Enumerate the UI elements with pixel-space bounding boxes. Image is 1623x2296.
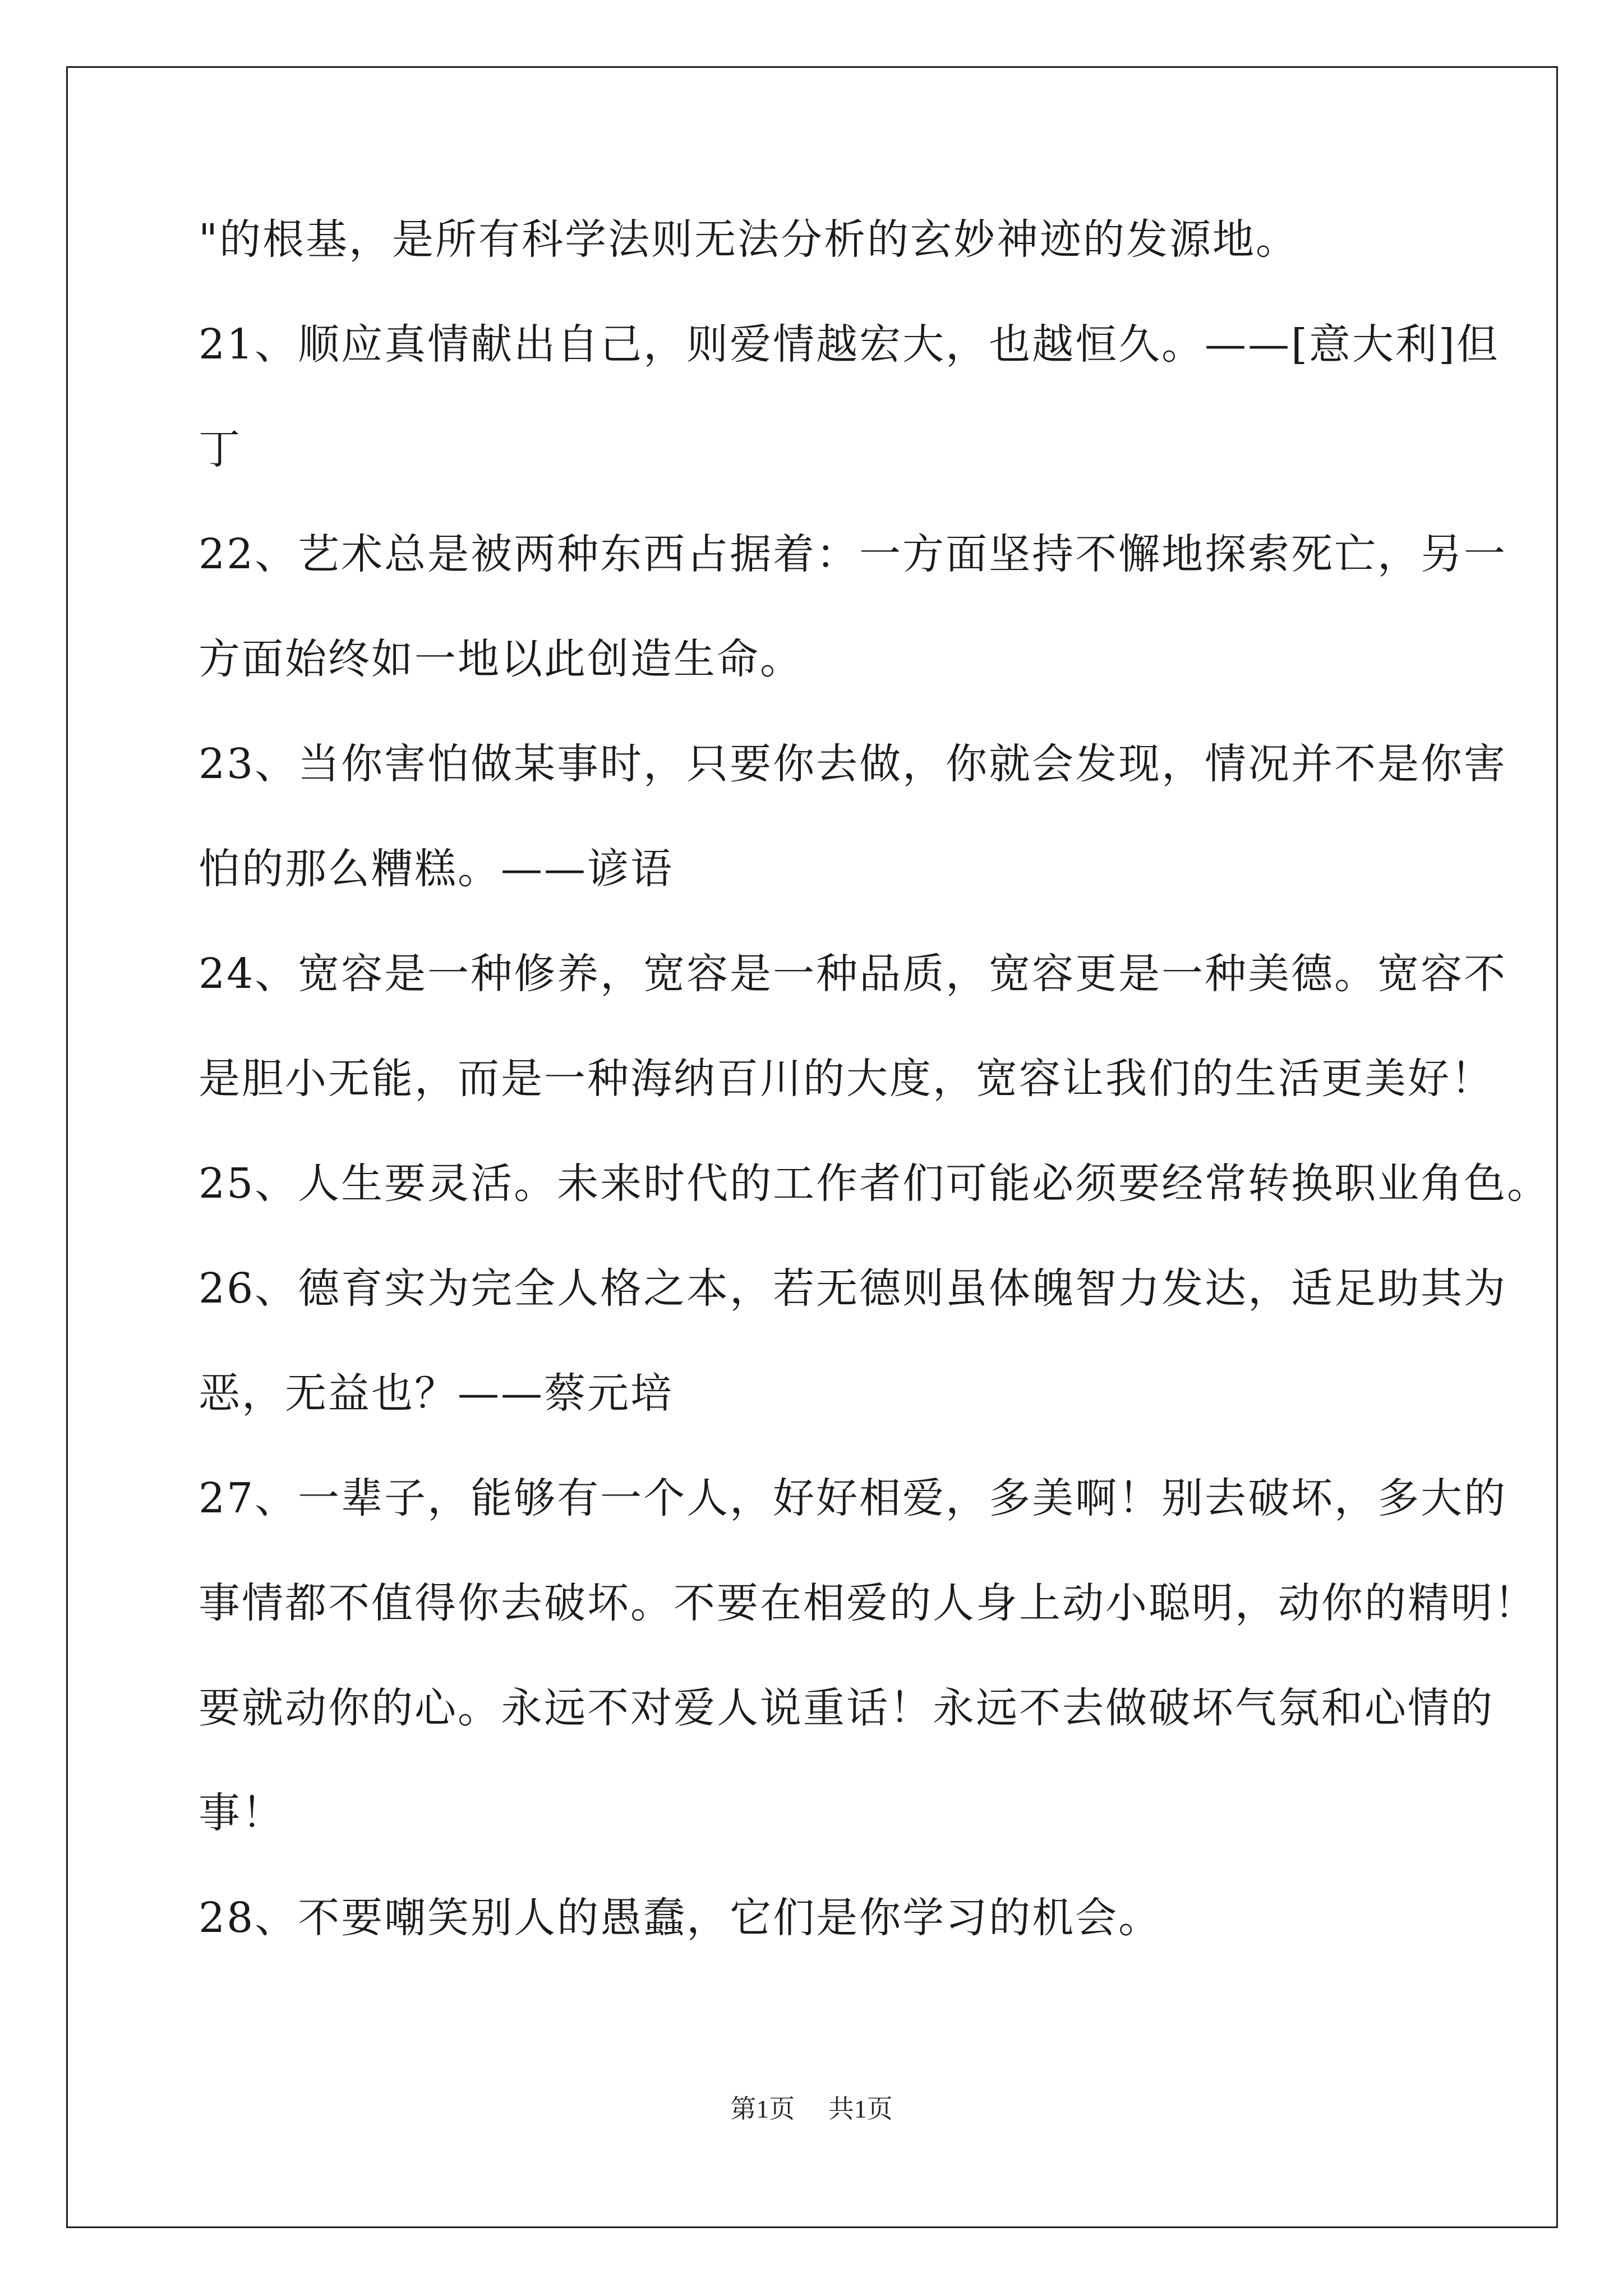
text-line: 怕的那么糟糕。——谚语 (199, 845, 674, 893)
page-number: 第1页 (730, 2095, 795, 2123)
page-footer (0, 2092, 1623, 2126)
text-line: 25、人生要灵活。未来时代的工作者们可能必须要经常转换职业角色。 (199, 1159, 1551, 1208)
text-line: 恶，无益也？——蔡元培 (199, 1369, 674, 1418)
text-line: 27、一辈子，能够有一个人，好好相爱，多美啊！别去破坏，多大的 (199, 1474, 1507, 1522)
page-total: 共1页 (828, 2095, 893, 2123)
text-line: 28、不要嘲笑别人的愚蠢，它们是你学习的机会。 (199, 1894, 1162, 1942)
text-line: 21、顺应真情献出自己，则爱情越宏大，也越恒久。——[意大利]但 (199, 320, 1500, 369)
text-line: 24、宽容是一种修养，宽容是一种品质，宽容更是一种美德。宽容不 (199, 950, 1507, 998)
text-line: "的根基，是所有科学法则无法分析的玄妙神迹的发源地。 (199, 215, 1299, 264)
text-line: 事情都不值得你去破坏。不要在相爱的人身上动小聪明，动你的精明！ (199, 1579, 1537, 1627)
text-line: 丁 (199, 425, 242, 473)
text-line: 方面始终如一地以此创造生命。 (199, 635, 803, 683)
text-line: 23、当你害怕做某事时，只要你去做，你就会发现，情况并不是你害 (199, 740, 1507, 788)
text-line: 是胆小无能，而是一种海纳百川的大度，宽容让我们的生活更美好！ (199, 1055, 1494, 1103)
text-line: 要就动你的心。永远不对爱人说重话！永远不去做破坏气氛和心情的 (199, 1684, 1494, 1732)
text-line: 事！ (199, 1789, 285, 1837)
text-line: 26、德育实为完全人格之本，若无德则虽体魄智力发达，适足助其为 (199, 1264, 1507, 1313)
text-line: 22、艺术总是被两种东西占据着：一方面坚持不懈地探索死亡，另一 (199, 530, 1507, 578)
